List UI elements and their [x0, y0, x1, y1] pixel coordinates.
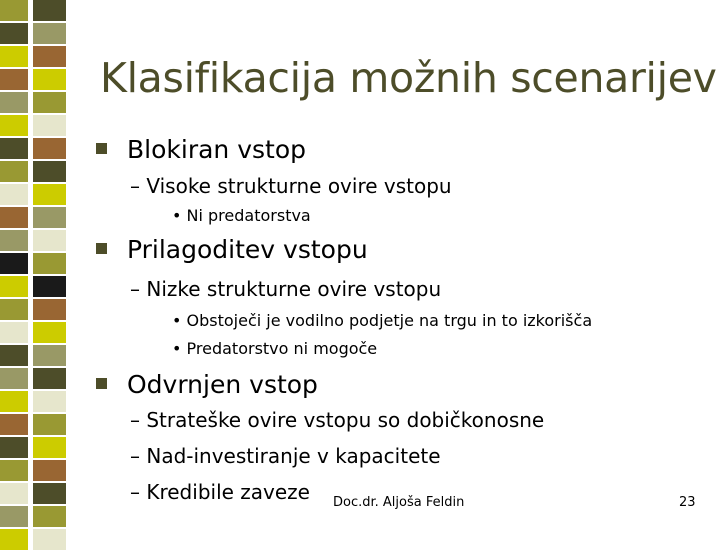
sub-sub-bullet-item: • Ni predatorstva	[172, 206, 311, 225]
bullet-label: Prilagoditev vstopu	[127, 235, 368, 264]
bullet-item	[96, 135, 306, 164]
square-bullet-icon	[96, 143, 107, 154]
slide-title: Klasifikacija možnih scenarijev	[100, 54, 717, 102]
footer-author: Doc.dr. Aljoša Feldin	[333, 495, 465, 510]
page-number: 23	[679, 495, 696, 510]
bullet-item	[96, 370, 318, 399]
sub-bullet-item: – Nad-investiranje v kapacitete	[130, 444, 441, 468]
bullet-label: Odvrnjen vstop	[127, 370, 318, 399]
sub-sub-bullet-item: • Obstoječi je vodilno podjetje na trgu in to izkorišča	[172, 311, 593, 330]
sub-sub-bullet-item: • Predatorstvo ni mogoče	[172, 339, 378, 358]
sub-bullet-item: – Kredibile zaveze	[130, 480, 310, 504]
decorative-stripe	[0, 0, 74, 540]
sub-bullet-item: – Nizke strukturne ovire vstopu	[130, 277, 442, 301]
square-bullet-icon	[96, 378, 107, 389]
sub-bullet-item: – Visoke strukturne ovire vstopu	[130, 174, 452, 198]
square-bullet-icon	[96, 243, 107, 254]
bullet-item	[96, 235, 368, 264]
bullet-label: Blokiran vstop	[127, 135, 306, 164]
sub-bullet-item: – Strateške ovire vstopu so dobičkonosne	[130, 408, 545, 432]
